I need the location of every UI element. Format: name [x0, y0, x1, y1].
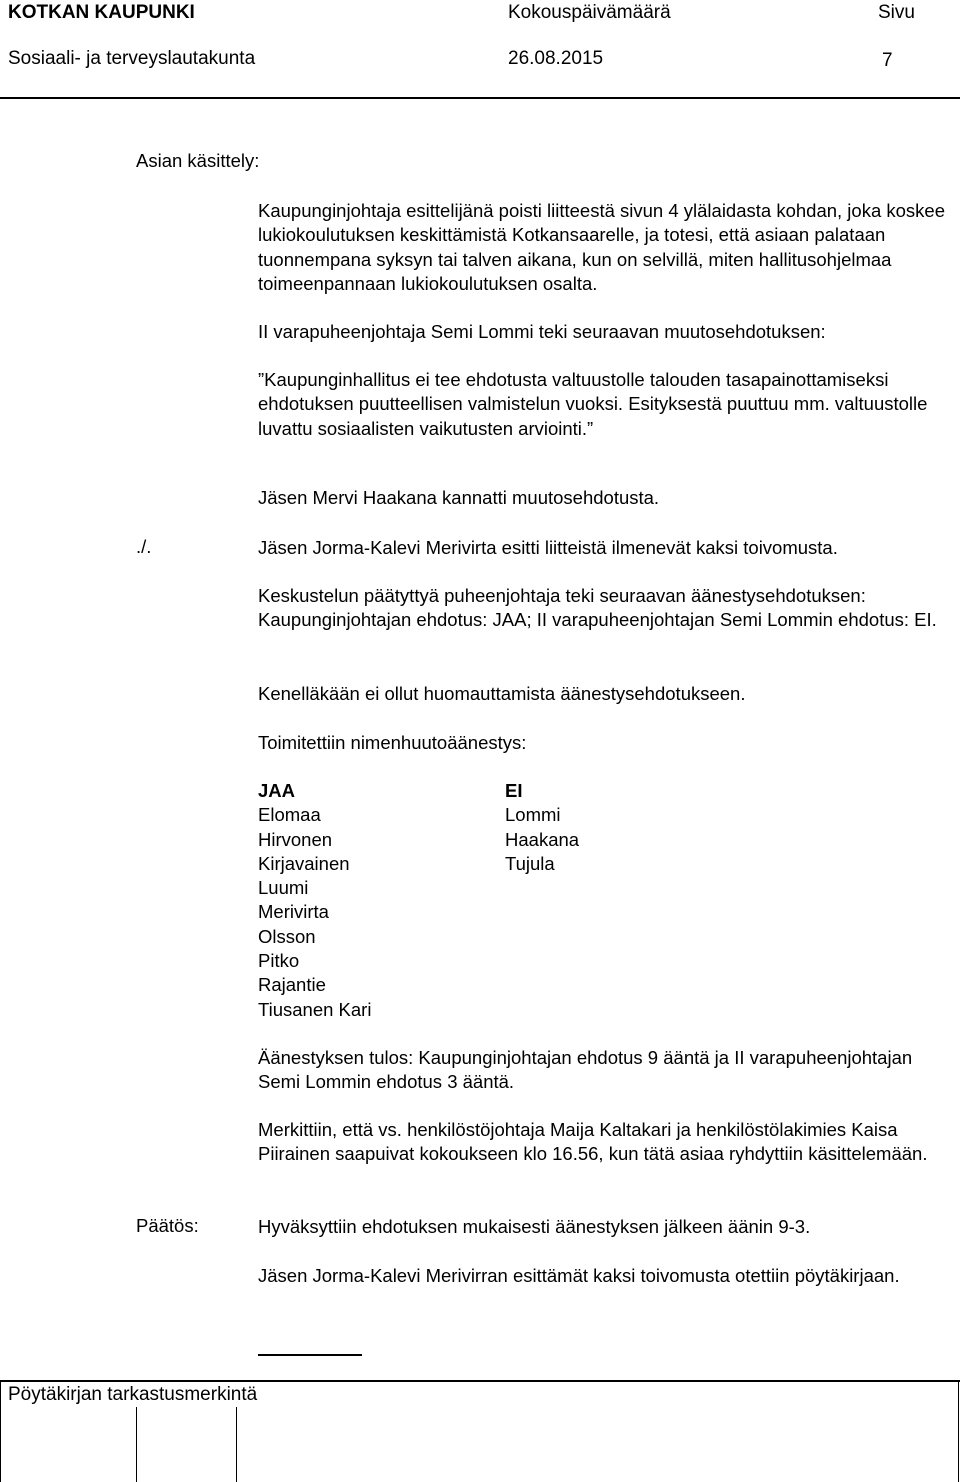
paragraph-no-remarks: Kenelläkään ei ollut huomauttamista äänestysehdotukseen.: [258, 683, 746, 704]
board-name: Sosiaali- ja terveyslautakunta: [8, 48, 256, 69]
date-label: Kokouspäivämäärä: [508, 2, 671, 23]
vote-yes-name: Merivirta: [258, 901, 329, 923]
paragraph-proposal: II varapuheenjohtaja Semi Lommi teki seuraavan muutosehdotuksen:: [258, 321, 826, 342]
paragraph-support: Jäsen Mervi Haakana kannatti muutosehdotusta.: [258, 487, 660, 508]
meeting-date: 26.08.2015: [508, 48, 604, 69]
section-title: Asian käsittely:: [136, 150, 260, 171]
vote-no-header: EI: [505, 780, 523, 801]
paragraph-arrivals: Merkittiin, että vs. henkilöstöjohtaja Maija Kaltakari ja henkilöstölakimies Kaisa Piirainen saapuivat kokoukseen klo 16.56, kun tätä asiaa ryhdyttiin käsittelemään.: [258, 1119, 928, 1165]
paragraph-quote: ”Kaupunginhallitus ei tee ehdotusta valtuustolle talouden tasapainottamiseksi ehdotuksen puutteellisen valmistelun vuoksi. Esityksestä puuttuu mm. valtuustolle luvattu sosiaalisten vaikutusten arviointi.”: [258, 369, 928, 439]
org-name: KOTKAN KAUPUNKI: [8, 2, 195, 23]
vote-no-name: Haakana: [505, 828, 580, 850]
paragraph-roll-call: Toimitettiin nimenhuutoäänestys:: [258, 732, 527, 753]
footer-divider: [236, 1407, 237, 1482]
paragraph-wishes: Jäsen Jorma-Kalevi Merivirta esitti liitteistä ilmenevät kaksi toivomusta.: [258, 537, 838, 558]
footer-border-right: [958, 1381, 959, 1482]
vote-yes-name: Hirvonen: [258, 828, 333, 850]
vote-yes-name: Luumi: [258, 877, 309, 899]
page-number: 7: [882, 50, 893, 71]
footer-border-left: [0, 1381, 1, 1482]
vote-yes-header: JAA: [258, 780, 296, 801]
paragraph-vote-result: Äänestyksen tulos: Kaupunginjohtajan ehdotus 9 ääntä ja II varapuheenjohtajan Semi Lommin ehdotus 3 ääntä.: [258, 1047, 913, 1093]
vote-yes-column: [258, 779, 371, 1022]
vote-yes-name: Tiusanen Kari: [258, 998, 372, 1020]
footer-rule: [0, 1380, 960, 1382]
vote-yes-name: Elomaa: [258, 804, 321, 826]
vote-yes-name: Rajantie: [258, 974, 326, 996]
vote-yes-name: Olsson: [258, 925, 316, 947]
vote-yes-name: Pitko: [258, 950, 300, 972]
vote-no-name: Tujula: [505, 852, 555, 874]
attachment-marker: ./.: [136, 536, 152, 557]
header-rule: [0, 97, 960, 99]
vote-no-name: Lommi: [505, 804, 561, 826]
paragraph-vote-proposal: Keskustelun päätyttyä puheenjohtaja teki seuraavan äänestysehdotuksen: Kaupunginjohtajan ehdotus: JAA; II varapuheenjohtajan Semi Lommin ehdotus: EI.: [258, 585, 937, 631]
signature-line: [258, 1354, 362, 1356]
decision-text-2: Jäsen Jorma-Kalevi Merivirran esittämät kaksi toivomusta otettiin pöytäkirjaan.: [258, 1265, 900, 1286]
decision-label: Päätös:: [136, 1215, 199, 1236]
footer-divider: [136, 1407, 137, 1482]
page-label: Sivu: [878, 2, 915, 23]
vote-yes-name: Kirjavainen: [258, 852, 350, 874]
footer-label: Pöytäkirjan tarkastusmerkintä: [8, 1384, 258, 1405]
decision-text: Hyväksyttiin ehdotuksen mukaisesti äänestyksen jälkeen äänin 9-3.: [258, 1216, 811, 1237]
paragraph-intro: Kaupunginjohtaja esittelijänä poisti liitteestä sivun 4 ylälaidasta kohdan, joka koskee lukiokoulutuksen keskittämistä Kotkansaarelle, ja totesi, että asiaan palataan tuonnempana syksyn tai talven aikana, kun on selvillä, miten hallitusohjelmaa toimeenpannaan lukiokoulutuksen osalta.: [258, 200, 945, 294]
vote-no-column: [505, 779, 579, 876]
